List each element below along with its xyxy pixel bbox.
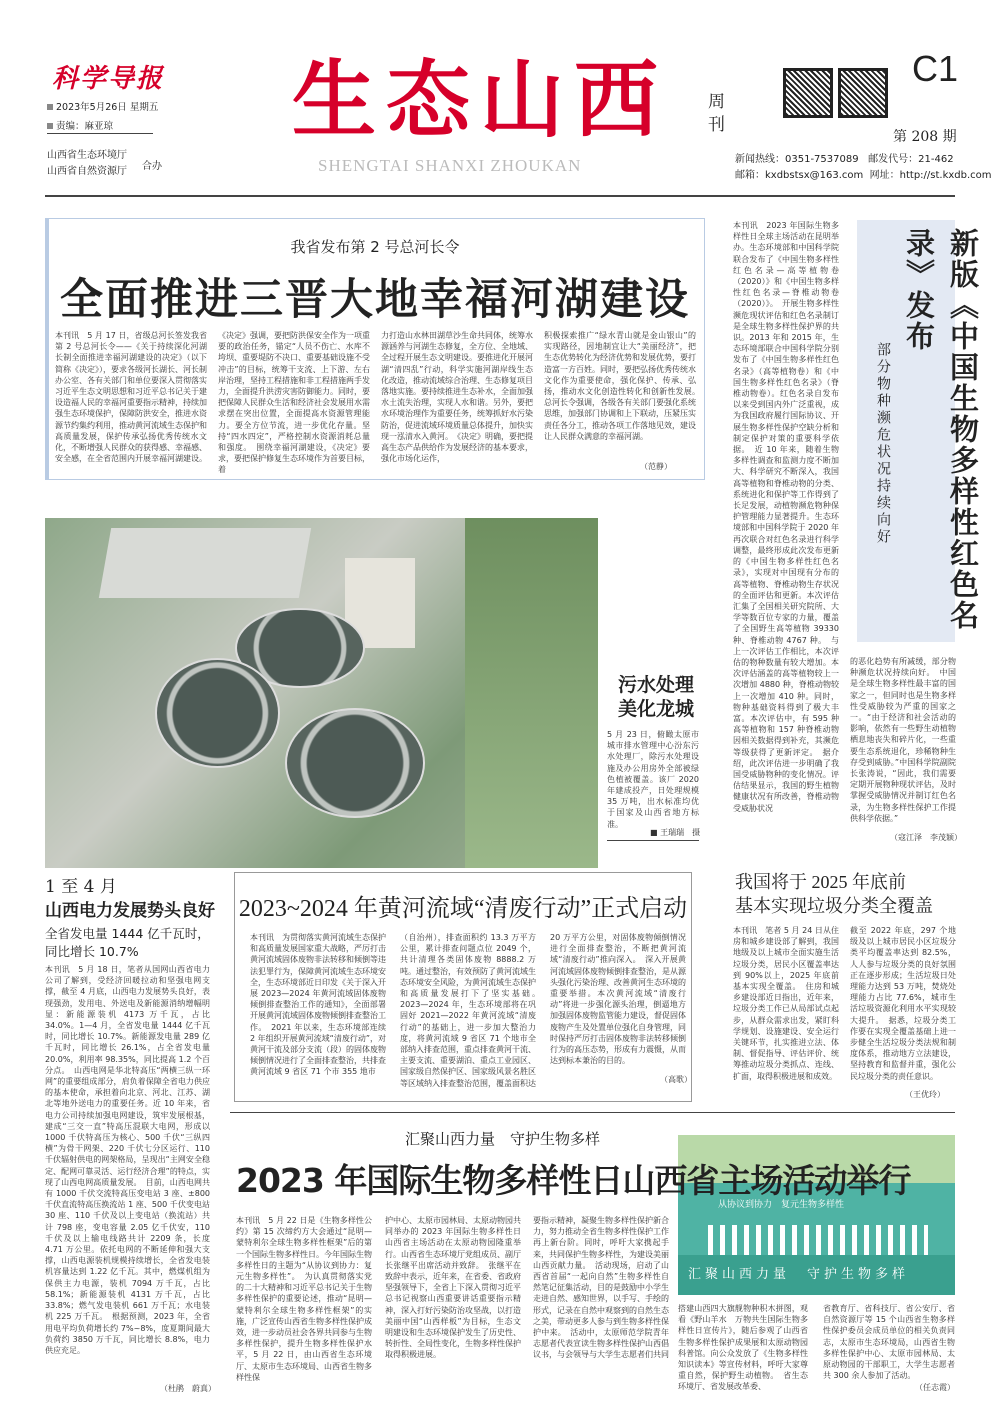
power-body: 本刊讯 5 月 18 日，笔者从国网山西省电力公司了解到，受经济回暖拉动和坚强电网支撑，截至 4 月底，山西电力发展势头良好，表现强劲，发用电、外送电及新能源消纳增幅明显：新能源装机 4173 万千瓦，占比 34.0%。1—4 月，全省发电量 1444 亿千瓦时，同比增长 10.7%。新能源发电量 289 亿千瓦时，同比增长 26.1%，占全省发电量 20.0%，利用率 98.35%，同比提高 1.2 个百分点。 山西电网是华北特高压“两横三纵一环网”的重要组成部分，肩负着保障全省电力供应的基本使命，承担着向北京、河北、江苏、湖北等地外送电力的重要任务。近 10 年来，省电力公司持续加强电网建设，筑牢发展根基，建成“三交一直”特高压混联大电网，形成以 1000 千伏特高压为核心、500 千伏“三纵四横”为骨干网架、220 千伏七分区运行、110 千伏辐射供电的网架格局，呈现出“主网安全稳定、配网可靠灵活、运行经济合理”的特点，实现了山西电网高质量发展。 目前，山西电网共有 1000 千伏交流特高压变电站 3 座、±800 千伏直流特高压换流站 1 座、500 千伏变电站 30 座、110 千伏及以上变电站（换流站）共计 798 座，变电容量 2.05 亿千伏安，110 千伏及以上输电线路共计 2209 条，长度 4.71 万公里。依托电网的不断延伸和强大支撑，山西电源装机规模持续增长，全省发电装机容量达到 1.22 亿千瓦。其中，燃煤机组为保供主力电源，装机 7094 万千瓦，占比 58.1%；新能源装机 4131 万千瓦，占比 33.8%；燃气发电装机 661 万千瓦；水电装机 225 万千瓦。 根据预测，2023 年，全省用电平均负荷增长约 7%~8%，度夏期间最大负荷约 3850 万千瓦，同比增长 8.8%，电力供应充足。 bbox=[45, 965, 210, 1355]
contact-info bbox=[735, 152, 992, 184]
co-host: 合办 bbox=[142, 161, 162, 172]
qingfei-column: 本刊讯 为贯彻落实黄河流域生态保护和高质量发展国家重大战略，严厉打击黄河流域固体废物非法转移和倾倒等违法犯罪行为，保障黄河流域生态环境安全，生态环境部近日印发《关于深入开展 2023—2024 年黄河流域固体废物倾倒排查整治工作的通知》，全面部署开展黄河流域固体废物倾倒排查整治工作。 2021 年以来，生态环境部连续 2 年组织开展黄河流域“清废行动”，对黄河干流及部分支流（段）的固体废物倾倒情况进行了全面排查整治，共排查黄河流域 9 省区 71 个市 355 地市 bbox=[250, 933, 386, 1077]
photo-caption: 5 月 23 日，俯瞰太原市城市排水管理中心汾东污水处理厂，除污水处理设施及办公用房外全部被绿色植被覆盖。该厂 2020 年建成投产，日处理规模 35 万吨，出水标准均优于国家及山西省地方标准。 bbox=[607, 730, 699, 829]
photo-banner-text: 汇聚山西力量 守护生物多样 bbox=[688, 1267, 910, 1282]
sewage-plant-photo bbox=[45, 518, 598, 868]
lead-column: 《决定》强调，要把防洪保安全作为一项重要的政治任务，锚定“人员不伤亡、水库不垮坝、重要堤防不决口、重要基础设施不受冲击”的目标，统筹干支流、上下游、左右岸治理，坚持工程措施和非工程措施两手发力，全面提升洪涝灾害防御能力。同时，要把保障人民群众生活和经济社会发展用水需求摆在突出位置，全面提高水资源管理能力。要全方位节流，进一步优化存量。坚持“四水四定”，严格控制水资源消耗总量和强度。 围绕幸福河湖建设，《决定》要求，要把保护修复生态环境作为首要目标，着 bbox=[218, 331, 370, 475]
website-link[interactable]: 网址：http://st.kxdb.com bbox=[869, 170, 992, 181]
lead-byline: （范静） bbox=[640, 462, 672, 471]
power-headline-line: 1 至 4 月 bbox=[45, 877, 117, 897]
divider bbox=[230, 1112, 955, 1113]
date-text: 2023年5月26日 星期五 bbox=[56, 102, 159, 113]
lead-column: 积极探索推广“绿水青山就是金山银山”的实现路径，因地制宜让大“美丽经济”，把生态优势转化为经济优势和发展优势，要打造富一方百姓。同时，要把弘扬优秀传统水文化作为重要使命，强化保护、传承、弘扬，推动水文化创造性转化和创新性发展。 总河长令强调，各级各有关部门要强化系统思维，加强部门协调和上下联动，压紧压实责任各分工，推动各项工作落地见效，建设让人民群众满意的幸福河湖。 bbox=[544, 331, 704, 441]
lead-column: 本刊讯 5 月 17 日，省级总河长签发我省第 2 号总河长令——《关于持续深化河湖长制全面推进幸福河湖建设的决定》（以下简称《决定》），要求各级河长湖长、河长制办公室、各有关部门和单位要深入贯彻落实习近平生态文明思想和习近平总书记关于建设造福人民的幸福河重要指示精神，持续加强生态环境保护，保障防洪安全，推进水资源节约集约利用，推动黄河流域生态保护和高质量发展，保护传承弘扬优秀传统水文化，不断增强人民群众的获得感、幸福感、安全感，在全省范围内开展幸福河湖建设。 bbox=[55, 331, 207, 464]
biodiv-kicker: 汇聚山西力量 守护生物多样 bbox=[405, 1130, 601, 1148]
photo-headline-line: 污水处理 bbox=[618, 674, 695, 696]
paper-title: 生态山西 bbox=[292, 50, 669, 149]
redlist-column: 的恶化趋势有所减缓，部分物种濒危状况持续向好。 中国是全球生物多样性最丰富的国家之一，但同时也是生物多样性受威胁较为严重的国家之一。“由于经济和社会活动的影响，依然有一些野生动植物栖息地丧失和碎片化，一些重要生态系统退化，珍稀物种生存受到威胁。”中国科学院副院长张涛说，“因此，我们需要定期开展物种现状评估，及时掌握受威胁情况并制订红色名录，为生物多样性保护工作提供科学依据。” bbox=[850, 657, 956, 823]
biodiv-column: 搭建山西四大旗舰物种积木拼图，观看《野山羊水 万物共生国际生物多样性日宣传片》，随后参观了山西省生物多样性保护成果展和太原动物园科普馆。向公众发放了《生物多样性知识读本》等宣传材料，呼吁大家尊重自然，保护野生动植物。 省生态环境厅、省发展改革委、 bbox=[678, 1304, 808, 1392]
garbage-headline-line: 我国将于 2025 年底前 bbox=[735, 872, 906, 892]
biodiv-column: 省教育厅、省科技厅、省公安厅、省自然资源厅等 15 个山西省生物多样性保护委员会成员单位的相关负责同志，太原市生态环境局，山西省生物多样性保护中心、太原市园林局、太原动物园的干部职工，大学生志愿者共 300 余人参加了活动。 bbox=[823, 1304, 955, 1381]
qingfei-column: 20 万平方公里，对固体废物倾倒情况进行全面排查整治，不断把黄河流域“清废行动”推向深入。 深入开展黄河流域固体废物倾倒排查整治，是从源头强化污染治理、改善黄河生态环境的重要举措。本次黄河流域“清废行动”将进一步强化源头治理，倒逼地方加强固体废物监管能力建设，督促固体废物产生及处置单位强化自身管理，同时保持严厉打击固体废物非法转移倾倒行为的高压态势，形成有力震慑，从而达到标本兼治的目的。 bbox=[550, 933, 686, 1066]
qingfei-column: （自治州），排查面积约 13.3 万平方公里，累计排查问题点位 2049 个，共计清理各类固体废物 8888.2 万吨。通过整治，有效预防了黄河流域生态环境安全风险，为黄河流域生态保护和高质量发展打下了坚实基础。 2023—2024 年，生态环境部将在巩固好 2021—2022 年黄河流域“清废行动”的基础上，进一步加大整治力度，将黄河流域 9 省区 71 个地市全部纳入排查范围，重点排查黄河干流、主要支流、重要湖泊、重点工业园区、国家级自然保护区、国家级风景名胜区等区域纳入排查整治范围，覆盖面积达 bbox=[400, 933, 544, 1088]
organizer: 山西省自然资源厅 bbox=[47, 166, 127, 177]
redlist-subhead: 部分物种濒危状况持续向好 bbox=[875, 342, 891, 546]
garbage-byline: （王优玲） bbox=[905, 1090, 945, 1099]
divider bbox=[47, 133, 153, 134]
divider bbox=[607, 840, 699, 841]
biodiv-byline: （任志霞） bbox=[915, 1383, 955, 1392]
redlist-column: 本刊讯 2023 年国际生物多样性日全球主场活动在昆明举办。生态环境部和中国科学院联合发布了《中国生物多样性红色名录—高等植物卷（2020）》和《中国生物多样性红色名录—脊椎动物卷（2020）》。 开展生物多样性濒危现状评估和红色名录制订是全球生物多样性保护界的共识。2013 年和 2015 年，生态环境部联合中国科学院分别发布了《中国生物多样性红色名录》（高等植物卷）和《中国生物多样性红色名录》（脊椎动物卷）。红色名录自发布以来受到国内外广泛重视，成为我国政府履行国际协议、开展生物多样性保护空缺分析和制定保护对策的重要科学依据。 近 10 年来，随着生物多样性调查和监测力度不断加大、科学研究不断深入，我国高等植物和脊椎动物的分类、系统进化和保护等工作得到了长足发展，动植物濒危物种保护管理能力显著提升。生态环境部和中国科学院于 2020 年再次联合对红色名录进行科学调整，最终形成此次发布更新的《中国生物多样性红色名录》，实现对中国现有分布的高等植物、脊椎动物生存状况的全面评估和更新。本次评估汇集了全国相关研究院所、大学等数百位专家的力量，覆盖了全国野生高等植物 39330 种、脊椎动物 4767 种。 与上一次评估工作相比，本次评估的物种数量有较大增加。本次评估涵盖的高等植物较上一次增加 4880 种，脊椎动物较上一次增加 410 种。同时，物种基础资料得到了极大丰富。本次评估中，有 595 种高等植物和 157 种脊椎动物因相关数据得到补充，其濒危等级获得了更新评定。 据介绍，此次评估进一步明确了我国受威胁物种的变化情况。评估结果显示，我国的野生植物健康状况有所改善，脊椎动物受威胁状况 bbox=[733, 221, 839, 813]
garbage-column: 本刊讯 笔者 5 月 24 日从住房和城乡建设部了解到，我国地级及以上城市全面实施生活垃圾分类，居民小区覆盖率达到 90%以上，2025 年底前基本实现全覆盖。 住房和城乡建设部近日指出，近年来，垃圾分类工作已从局部试点起步，从群众需求出发，紧盯科学规划、设施建设、安全运行关键环节，扎实推进立法、体制、督促指导、评估评价、统筹推动垃圾分类抓点、连线、扩面，取得积极进展和成效。 bbox=[733, 926, 839, 1081]
garbage-headline bbox=[735, 870, 933, 918]
issue-date bbox=[47, 99, 158, 113]
lead-kicker: 我省发布第 2 号总河长令 bbox=[290, 238, 460, 256]
newspaper-logo: 科学导报 bbox=[52, 64, 165, 94]
redlist-headline: 新版《中国生物多样性红色名录》发布 bbox=[902, 228, 980, 631]
qingfei-headline: 2023~2024 年黄河流域“清废行动”正式启动 bbox=[238, 896, 688, 922]
garbage-headline-line: 基本实现垃圾分类全覆盖 bbox=[735, 896, 933, 916]
organizer: 山西省生态环境厅 bbox=[47, 150, 127, 161]
hotline: 新闻热线：0351-7537089 bbox=[735, 154, 859, 165]
masthead-rule bbox=[45, 195, 955, 197]
photo-headline-line: 美化龙城 bbox=[618, 698, 695, 720]
lead-column: 力打造山水林田湖草沙生命共同体，统筹水源涵养与河湖生态修复，全方位、全地域、全过程开展生态文明建设。要推进化开展河湖“清四乱”行动，科学实施河湖岸线生态化改造，推动流域综合治理、生态修复项目落地实施。要持续推进生态补水，全面加强水土流失治理，实现人水和谐。另外，要把水环境治理作为重要任务，统筹抓好水污染防治，促进流域环境质量总体提升，加快实现一泓清水入黄河。 《决定》明确，要把提高生态产品供给作为发展经济的基本要求，强化市场化运作， bbox=[381, 331, 533, 464]
paper-pinyin: SHENGTAI SHANXI ZHOUKAN bbox=[318, 156, 582, 175]
issue-number: 第 208 期 bbox=[893, 129, 957, 145]
biodiv-column: 本刊讯 5 月 22 日是《生物多样性公约》第 15 次缔约方大会通过“昆明—蒙特利尔全球生物多样性框架”后的第一个国际生物多样性日。今年国际生物多样性日的主题为“从协议到协力：复元生物多样性”。 为认真贯彻落实党的二十大精神和习近平总书记关于生物多样性保护的重要论述，推动“昆明—蒙特利尔全球生物多样性框架”的实施，广泛宣传山西省生物多样性保护成效，进一步动员社会各界共同参与生物多样性保护，提升生物多样性保护水平，5 月 22 日，由山西省生态环境厅、太原市生态环境局、山西省生物多样性保 bbox=[236, 1216, 372, 1382]
photo-headline bbox=[618, 673, 694, 721]
qingfei-byline: （高歌） bbox=[660, 1075, 692, 1084]
power-headline-line: 山西电力发展势头良好 bbox=[45, 901, 215, 921]
qr-code-icon[interactable] bbox=[783, 68, 833, 118]
weekly-label: 周刊 bbox=[704, 92, 724, 138]
redlist-title-box bbox=[857, 220, 980, 642]
page-number: C1 bbox=[912, 48, 959, 89]
power-byline: （杜鹃 蔚真） bbox=[160, 1384, 216, 1393]
photo-credit: ■ 王瑞瑞 摄 bbox=[650, 828, 701, 837]
organizers bbox=[47, 148, 127, 180]
editor-text: 责编：麻亚琼 bbox=[56, 121, 114, 132]
lead-headline: 全面推进三晋大地幸福河湖建设 bbox=[60, 275, 690, 325]
biodiv-column: 护中心、太原市园林局、太原动物园共同举办的 2023 年国际生物多样性日山西省主场活动在太原动物园隆重举行。山西省生态环境厅党组成员、副厅长张继平出席活动并致辞。 张继平在致辞中表示，近年来，在省委、省政府坚强领导下，全省上下深入贯彻习近平总书记视察山西重要讲话重要指示精神，深入打好污染防治攻坚战，以打造美丽中国“山西样板”为目标，生态文明建设和生态环境保护发生了历史性、转折性、全局性变化，生物多样性保护取得积极进展。 bbox=[385, 1216, 521, 1360]
redlist-byline: （寇江泽 李茂颖） bbox=[890, 833, 962, 842]
biodiv-column: 要指示精神，凝聚生物多样性保护新合力，努力推动全省生物多样性保护工作再上新台阶。同时，呼吁大家携起手来，共同保护生物多样性，为建设美丽山西贡献力量。 活动现场，启动了山西省首届“一起向自然”生物多样性自然笔记征集活动，目的是鼓励中小学生走进自然、感知世界，以手写、手绘的形式，记录在自然中观察到的自然生态之美，带动更多人参与到生物多样性保护中来。 活动中，太原师范学院青年志愿者代表宣读生物多样性保护山西倡议书，与会领导与大学生志愿者们共同 bbox=[533, 1216, 669, 1360]
editor-line bbox=[47, 118, 113, 132]
power-subhead: 全省发电量 1444 亿千瓦时，同比增长 10.7% bbox=[45, 926, 210, 959]
qr-code-icon[interactable] bbox=[838, 68, 888, 118]
biodiv-headline: 2023 年国际生物多样性日山西省主场活动举行 bbox=[236, 1161, 911, 1200]
email-link[interactable]: 邮箱：kxdbstsx@163.com bbox=[735, 170, 864, 181]
garbage-column: 截至 2022 年底，297 个地级及以上城市居民小区垃圾分类平均覆盖率达到 82.5%，人人参与垃圾分类的良好氛围正在逐步形成；生活垃圾日处理能力达到 53 万吨，焚烧处理能力占比 77.6%，城市生活垃圾资源化利用水平实现较大提升。 据悉，垃圾分类工作要在实现全覆盖基础上进一步健全生活垃圾分类法规和制度体系，推动地方立法建设，坚持教育和监督并重，强化公民垃圾分类的责任意识。 bbox=[850, 926, 956, 1081]
power-headline bbox=[45, 875, 215, 923]
people-group bbox=[708, 1225, 928, 1255]
postcode: 邮发代号：21-462 bbox=[868, 154, 954, 165]
photo-banner-text: 从协议到协力 复元生物多样性 bbox=[718, 1200, 845, 1210]
